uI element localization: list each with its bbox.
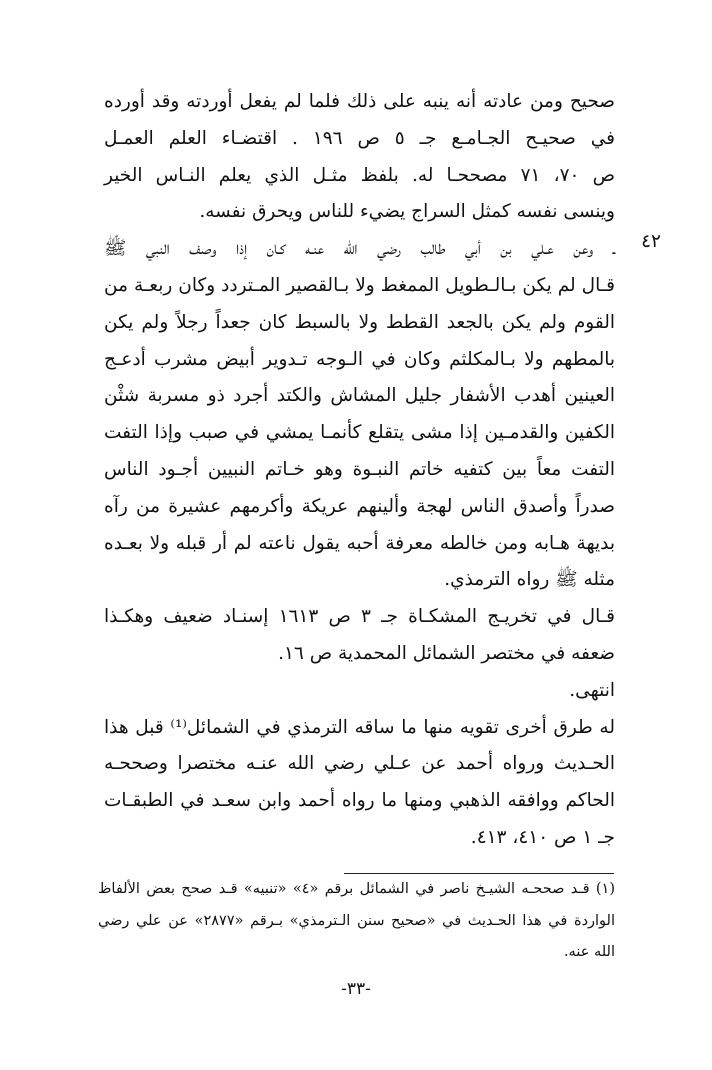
text-line: ـ وعن عـلي بن أبي طالب رضي الله عنـه كـان إذا وصف النبي ﷺ (104, 238, 615, 260)
text-line: له طرق أخرى تقويه منها ما ساقه الترمذي في الشمائل⁽¹⁾ قبل هذا (104, 716, 615, 738)
page-number: -٣٣- (341, 979, 371, 999)
text-line: وينسى نفسه كمثل السراج يضيء للناس ويحرق نفسه. (199, 201, 615, 223)
text-line: قـال لم يكن بـالـطويل الممغط ولا بـالقصير المـتردد وكان ربعـة من (104, 274, 615, 296)
text-line: التفت معاً بين كتفيه خاتم النبـوة وهو خـاتم النبيين أجـود الناس (104, 458, 615, 480)
text-line: بديهة هـابه ومن خالطه معرفة أحبه يقول ناعته لم أر قبله ولا بعـده (104, 532, 615, 554)
footnotes (98, 874, 615, 969)
text-line: جـ ١ ص ٤١٠، ٤١٣. (470, 826, 615, 848)
text-line: قـال في تخريـج المشكـاة جـ ٣ ص ١٦١٣ إسنـاد ضعيف وهكـذا (104, 606, 615, 628)
text-line: ص ٧٠، ٧١ مصححـا له. بلفظ مثـل الذي يعلم النـاس الخير (104, 164, 615, 186)
text-line: الكفين والقدمـين إذا مشى يتقلع كأنمـا يمشي في صبب وإذا التفت (104, 422, 615, 444)
text-line: الحاكم ووافقه الذهبي ومنها ما رواه أحمد وابن سعـد في الطبقـات (104, 790, 615, 812)
footnote-line: الله عنه. (563, 944, 615, 960)
main-text (104, 84, 661, 857)
text-line: في صحيـح الجـامـع جـ ٥ ص ١٩٦ . اقتضـاء العلم العمـل (104, 127, 615, 149)
footnote-line: الواردة في هذا الحـديث في «صحيح سنن الـترمذي» بـرقم «٢٨٧٧» عن علي رضي (98, 912, 615, 929)
text-line: العينين أهدب الأشفار جليل المشاش والكتد أجرد ذو مسربة شثْن (104, 385, 615, 407)
text-line: انتهى. (569, 679, 615, 701)
text-line: صحيح ومن عادته أنه ينبه على ذلك فلما لم يفعل أوردته وقد أورده (104, 91, 615, 112)
hadith-number: ٤٢ (641, 231, 661, 253)
text-line: الحـديث ورواه أحمد عن عـلي رضي الله عنـه مختصرا وصححـه (104, 753, 615, 775)
hadith-block (104, 231, 661, 268)
text-line: صدراً وأصدق الناس لهجة وألينهم عريكة وأكرمهم عشيرة من رآه (104, 495, 615, 517)
text-line: القوم ولم يكن بالجعد القطط ولا بالسبط كان جعداً رجلاً ولم يكن (104, 311, 615, 333)
text-line: مثله ﷺ رواه الترمذي. (444, 569, 615, 591)
text-line: بالمطهم ولا بـالمكلثم وكان في الـوجه تـدوير أبيض مشرب أدعـج (104, 348, 615, 370)
footnote-line: (١) قـد صححـه الشيـخ ناصر في الشمائل برقم «٤» «تنبيه» قـد صحح بعض الألفاظ (98, 881, 615, 897)
text-line: ضعفه في مختصر الشمائل المحمدية ص ١٦. (278, 642, 615, 664)
